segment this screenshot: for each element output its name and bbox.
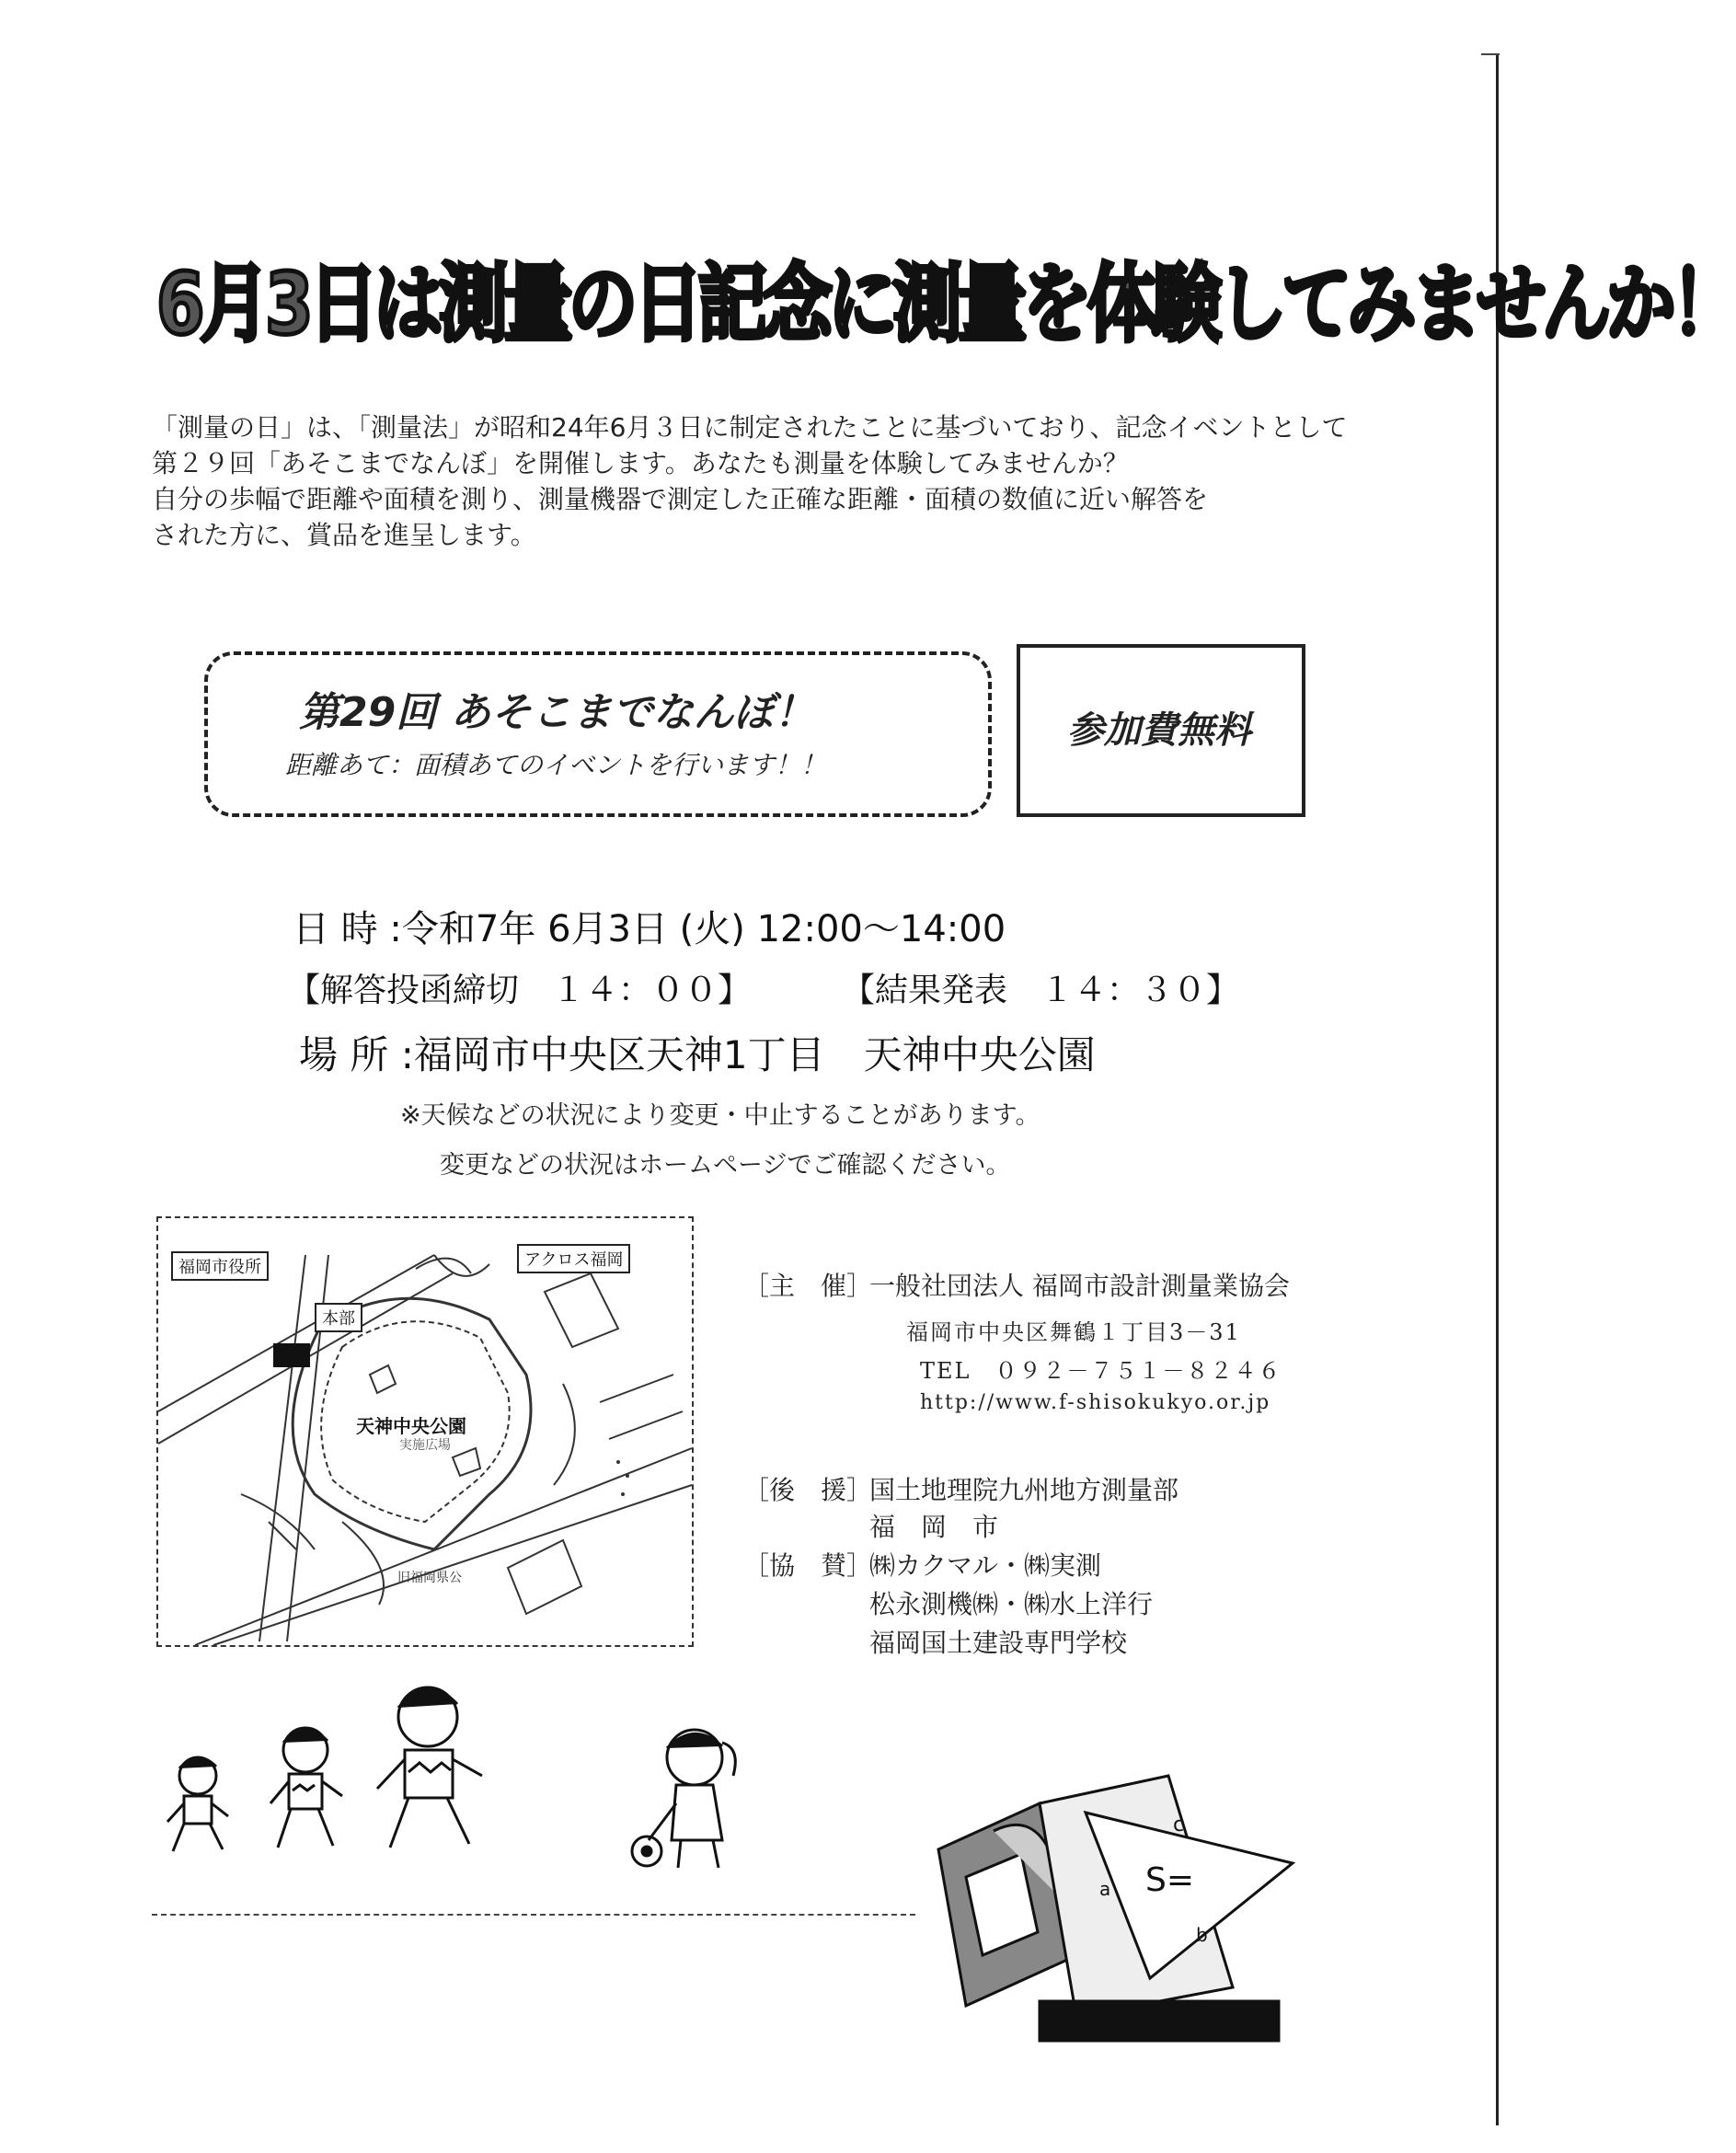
walking-child-medium-illustration (259, 1719, 351, 1866)
host-url: http://www.f-shisokukyo.or.jp (920, 1391, 1271, 1414)
sponsor: 松永測機㈱・㈱水上洋行 (869, 1589, 1154, 1619)
girl-measuring-wheel-illustration (630, 1721, 750, 1877)
host-tel: TEL ０９２－７５１－８２４６ (920, 1358, 1282, 1384)
host-name: 一般社団法人 福岡市設計測量業協会 (869, 1271, 1290, 1301)
sponsor: 福岡国土建設専門学校 (869, 1628, 1128, 1658)
title-part2: 記念に測量を体験してみませんか！ (697, 255, 1736, 353)
weather-note: ※天候などの状況により変更・中止することがあります。 (400, 1101, 1040, 1130)
walking-child-large-illustration (368, 1673, 488, 1866)
triangle-area-text: S= (1145, 1861, 1195, 1899)
homepage-note: 変更などの状況はホームページでご確認ください。 (440, 1151, 1011, 1180)
event-datetime: 日 時 :令和7年 6月3日 (火) 12:00～14:00 (293, 908, 1006, 950)
host-address: 福岡市中央区舞鶴１丁目3－31 (906, 1319, 1241, 1345)
support-label: ［後 援］ (743, 1475, 873, 1505)
venue-map (156, 1216, 694, 1647)
intro-line: 自分の歩幅で距離や面積を測り、測量機器で測定した正確な距離・面積の数値に近い解答を (152, 484, 1209, 514)
result-announcement: 【結果発表 １４：３０】 (842, 972, 1240, 1009)
page-edge-line (1496, 55, 1499, 2125)
intro-paragraph (152, 409, 1385, 553)
survey-tools-illustration (929, 1776, 1306, 2043)
triangle-corner-c: c (1173, 1813, 1185, 1836)
supporter: 福 岡 市 (869, 1512, 999, 1542)
answer-deadline: 【解答投函締切 １４：００】 (287, 972, 752, 1009)
triangle-corner-b: b (1196, 1924, 1208, 1946)
fee-label: 参加費無料 (1067, 709, 1251, 752)
map-label-hq: 本部 (315, 1303, 362, 1332)
intro-line: された方に、賞品を進呈します。 (152, 520, 536, 550)
host-label: ［主 催］ (743, 1271, 873, 1301)
walking-child-small-illustration (156, 1748, 239, 1868)
intro-line: 「測量の日」は、「測量法」が昭和24年6月３日に制定されたことに基づいており、記念イベントとして (152, 412, 1348, 443)
page-title (156, 237, 1736, 357)
sponsor-label: ［協 賛］ (743, 1550, 873, 1581)
triangle-corner-a: a (1099, 1878, 1111, 1900)
event-venue: 場 所 :福岡市中央区天神1丁目 天神中央公園 (299, 1032, 1096, 1077)
map-label-city-hall: 福岡市役所 (171, 1251, 269, 1281)
map-label-acros: アクロス福岡 (517, 1244, 630, 1273)
event-subtitle: 距離あて：面積あてのイベントを行います！！ (285, 750, 827, 780)
supporter: 国土地理院九州地方測量部 (869, 1475, 1179, 1505)
footer-divider (152, 1914, 915, 1916)
event-title: 第29回 あそこまでなんぼ！ (299, 689, 815, 736)
map-label-shrine: 旧福岡県公 (397, 1571, 462, 1585)
map-label-venue-mark: 実施広場 (399, 1438, 451, 1453)
title-part1: 6月3日は測量の日 (156, 255, 698, 353)
page-edge-tick (1481, 53, 1500, 55)
sponsor: ㈱カクマル・㈱実測 (869, 1550, 1102, 1581)
intro-line: 第２９回「あそこまでなんぼ」を開催します。あなたも測量を体験してみませんか？ (152, 448, 1129, 478)
map-label-park: 天神中央公園 (356, 1415, 466, 1437)
